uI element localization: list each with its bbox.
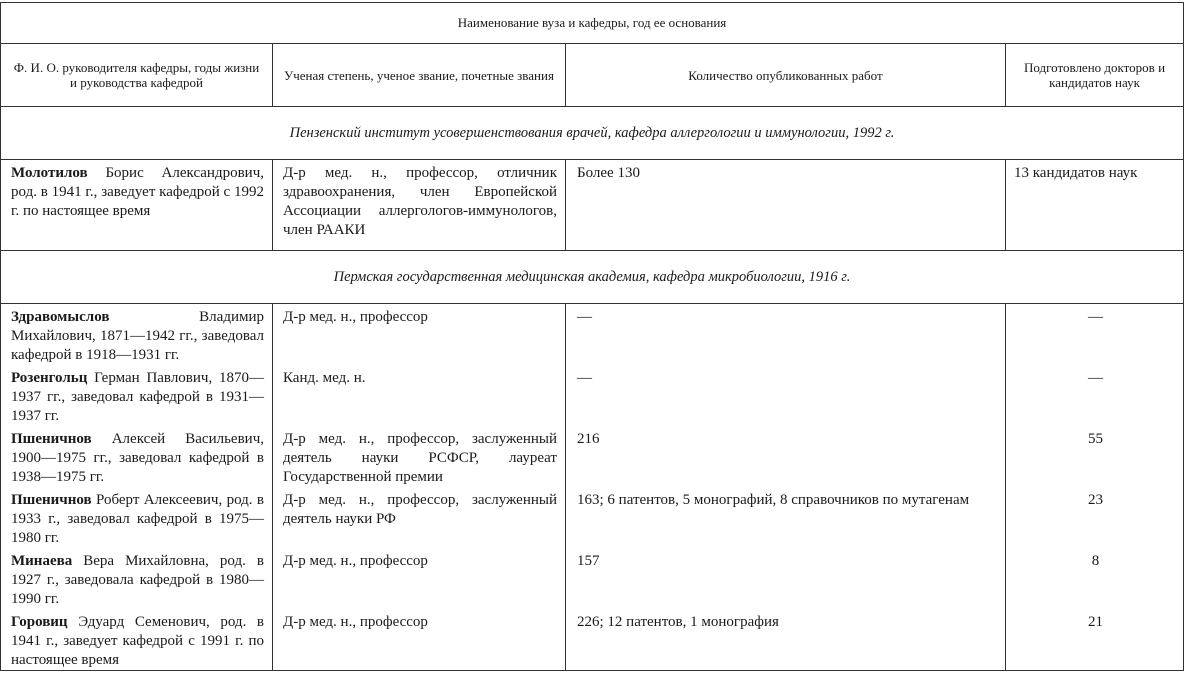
header-works: Количество опубликованных работ <box>566 44 1006 107</box>
cell-name <box>1 487 273 548</box>
header-name: Ф. И. О. руководителя кафедры, годы жизни и руководства кафедрой <box>1 44 273 107</box>
cell-trained: — <box>1006 365 1184 426</box>
cell-degree: Д-р мед. н., профессор <box>273 609 566 671</box>
table-row <box>1 426 1184 487</box>
departments-table <box>0 2 1184 671</box>
name-details: Эдуард Семенович, род. в 1941 г., заведует кафедрой с 1991 г. по настоящее время <box>11 614 264 668</box>
cell-name <box>1 426 273 487</box>
surname: Минаева <box>11 553 73 569</box>
cell-degree: Д-р мед. н., профессор, отличник здравоохранения, член Европейской Ассоциации аллергологов-иммунологов, член РААКИ <box>273 160 566 251</box>
cell-works: 216 <box>566 426 1006 487</box>
cell-trained: 23 <box>1006 487 1184 548</box>
table-row <box>1 160 1184 251</box>
surname: Розенгольц <box>11 370 88 386</box>
cell-works: — <box>566 304 1006 366</box>
cell-trained: 21 <box>1006 609 1184 671</box>
table-row <box>1 365 1184 426</box>
cell-works: 163; 6 патентов, 5 монографий, 8 справочников по мутагенам <box>566 487 1006 548</box>
cell-name <box>1 365 273 426</box>
name-details: Герман Павлович, 1870—1937 гг., заведовал кафедрой в 1931—1937 гг. <box>11 370 264 424</box>
cell-trained: 8 <box>1006 548 1184 609</box>
cell-name <box>1 304 273 366</box>
cell-works: 226; 12 патентов, 1 монография <box>566 609 1006 671</box>
cell-degree: Д-р мед. н., профессор <box>273 304 566 366</box>
cell-works: — <box>566 365 1006 426</box>
header-trained: Подготовлено докторов и кандидатов наук <box>1006 44 1184 107</box>
cell-degree: Д-р мед. н., профессор <box>273 548 566 609</box>
surname: Пшеничнов <box>11 492 92 508</box>
table-row <box>1 609 1184 671</box>
surname: Пшеничнов <box>11 431 92 447</box>
section-title: Пермская государственная медицинская академия, кафедра микробиологии, 1916 г. <box>1 251 1184 304</box>
name-details: Алексей Васильевич, 1900—1975 гг., заведовал кафедрой в 1938—1975 гг. <box>11 431 264 485</box>
surname: Здравомыслов <box>11 309 110 325</box>
name-details: Владимир Михайлович, 1871—1942 гг., заведовал кафедрой в 1918—1931 гг. <box>11 309 264 363</box>
cell-name <box>1 160 273 251</box>
cell-degree: Д-р мед. н., профессор, заслуженный деятель науки РФ <box>273 487 566 548</box>
table-row <box>1 487 1184 548</box>
section-title: Пензенский институт усовершенствования врачей, кафедра аллергологии и иммунологии, 1992 г. <box>1 107 1184 160</box>
cell-degree: Д-р мед. н., профессор, заслуженный деятель науки РСФСР, лауреат Государственной премии <box>273 426 566 487</box>
surname: Горовиц <box>11 614 68 630</box>
cell-name <box>1 548 273 609</box>
cell-works: 157 <box>566 548 1006 609</box>
cell-trained: — <box>1006 304 1184 366</box>
surname: Молотилов <box>11 165 88 181</box>
cell-trained: 55 <box>1006 426 1184 487</box>
table-title: Наименование вуза и кафедры, год ее основания <box>1 3 1184 44</box>
cell-degree: Канд. мед. н. <box>273 365 566 426</box>
table-row <box>1 548 1184 609</box>
name-details: Роберт Алексеевич, род. в 1933 г., заведовал кафедрой в 1975—1980 гг. <box>11 492 264 546</box>
name-details: Вера Михайловна, род. в 1927 г., заведовала кафедрой в 1980—1990 гг. <box>11 553 264 607</box>
cell-trained: 13 кандидатов наук <box>1006 160 1184 251</box>
name-details: Борис Александрович, род. в 1941 г., заведует кафедрой с 1992 г. по настоящее время <box>11 165 264 219</box>
cell-name <box>1 609 273 671</box>
header-degree: Ученая степень, ученое звание, почетные звания <box>273 44 566 107</box>
cell-works: Более 130 <box>566 160 1006 251</box>
table-row <box>1 304 1184 366</box>
